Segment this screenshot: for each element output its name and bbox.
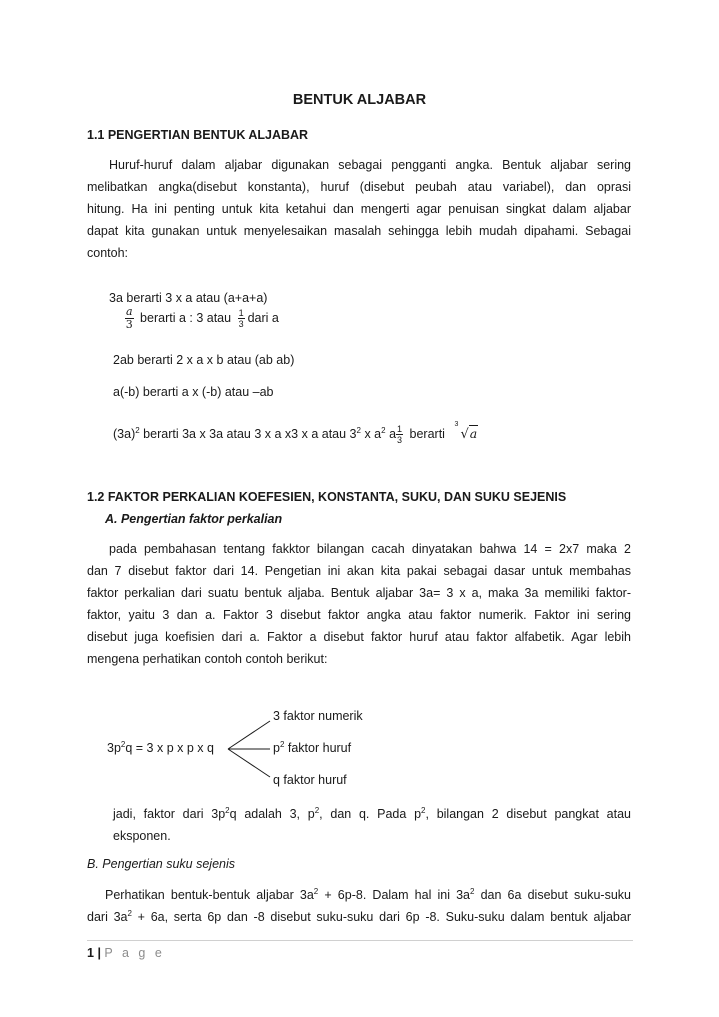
fraction-a-over-3: $\frac{a}{3}$ — [125, 305, 133, 331]
page-number: 1 — [87, 946, 94, 960]
example-a-over-3: $\frac{a}{3}$ berarti a : 3 atau $\frac{1}{3}$ dari a — [125, 305, 279, 331]
diagram-branch-q: q faktor huruf — [273, 773, 347, 787]
subheading-suku-sejenis: B. Pengertian suku sejenis — [87, 857, 236, 871]
paragraph-line: disebut juga koefisien dari a. Faktor a disebut faktor huruf atau faktor alfabetik. Agar lebih — [87, 630, 631, 644]
paragraph-line: jadi, faktor dari $3p^2q$ adalah 3, $p^2$, dan q. Pada $p^2$, bilangan 2 disebut pangkat atau — [113, 806, 631, 821]
paragraph-line: faktor, yaitu 3 dan a. Faktor 3 disebut faktor angka atau faktor numerik. Faktor ini sering — [87, 608, 631, 622]
example-a-neg-b: a(-b) berarti a x (-b) atau –ab — [113, 385, 274, 399]
subheading-faktor-perkalian: A. Pengertian faktor perkalian — [105, 512, 283, 526]
example-3a: 3a berarti 3 x a atau (a+a+a) — [109, 291, 268, 305]
paragraph-line: dan 7 disebut faktor dari 14. Pengetian ini akan kita pakai sebagai dasar untuk membahas — [87, 564, 631, 578]
page-label: P a g e — [104, 946, 165, 960]
paragraph-line: melibatkan angka(disebut konstanta), huruf (disebut peubah atau variabel), dan oprasi — [87, 180, 631, 194]
paragraph-pengertian — [87, 154, 631, 264]
paragraph-line: Huruf-huruf dalam aljabar digunakan sebagai pengganti angka. Bentuk aljabar sering — [109, 158, 631, 172]
section-heading-1-1: 1.1 PENGERTIAN BENTUK ALJABAR — [87, 128, 309, 142]
page-footer — [87, 946, 165, 960]
paragraph-line: dapat kita gunakan untuk menyelesaikan masalah sehingga lebih mudah dipahami. Sebagai — [87, 224, 631, 238]
example-2ab: 2ab berarti 2 x a x b atau (ab ab) — [113, 353, 295, 367]
footer-separator: | — [97, 946, 101, 960]
paragraph-conclusion — [113, 803, 631, 847]
paragraph-faktor-perkalian — [87, 538, 631, 670]
diagram-branch-lines — [226, 718, 272, 780]
diagram-branch-p-squared: $p^2$ faktor huruf — [273, 740, 352, 755]
paragraph-line: faktor perkalian dari suatu bentuk aljaba. Bentuk aljabar 3a= 3 x a, maka 3a memiliki faktor- — [87, 586, 631, 600]
fraction-one-third: $\frac{1}{3}$ — [238, 308, 244, 329]
paragraph-line: mengena perhatikan contoh contoh berikut: — [87, 652, 328, 666]
paragraph-line: hitung. Ha ini penting untuk kita ketahui dan mengerti agar penuisan singkat dalam aljabar — [87, 202, 631, 216]
paragraph-line: Perhatikan bentuk-bentuk aljabar $3a^2 + 6p-8$. Dalam hal ini $3a^2$ dan 6a disebut suku-suku — [105, 887, 631, 902]
section-heading-1-2: 1.2 FAKTOR PERKALIAN KOEFESIEN, KONSTANTA, SUKU, DAN SUKU SEJENIS — [87, 490, 567, 504]
paragraph-line: contoh: — [87, 246, 129, 260]
paragraph-suku-sejenis — [87, 884, 631, 928]
example-3a-squared: $(3a)^2$ berarti 3a x 3a atau 3 x a x3 x a atau $3^2$ x $a^2$ a $\frac{1}{3}$ berarti 3 √a — [113, 420, 478, 445]
paragraph-line: pada pembahasan tentang fakktor bilangan cacah dinyatakan bahwa 14 = 2x7 maka 2 — [109, 542, 631, 556]
paragraph-line: eksponen. — [113, 829, 171, 843]
cube-root-a: 3 √a — [454, 420, 478, 442]
diagram-branch-numerik: 3 faktor numerik — [273, 709, 363, 723]
fraction-one-third: $\frac{1}{3}$ — [397, 424, 403, 445]
paragraph-line: dari $3a^2 + 6a$, serta 6p dan -8 disebut suku-suku dari 6p -8. Suku-suku dalam bentuk aljabar — [87, 909, 631, 924]
diagram-expression: $3p^2q = 3$ x p x p x q — [107, 740, 214, 755]
document-title: BENTUK ALJABAR — [292, 92, 427, 108]
footer-divider — [87, 940, 633, 941]
